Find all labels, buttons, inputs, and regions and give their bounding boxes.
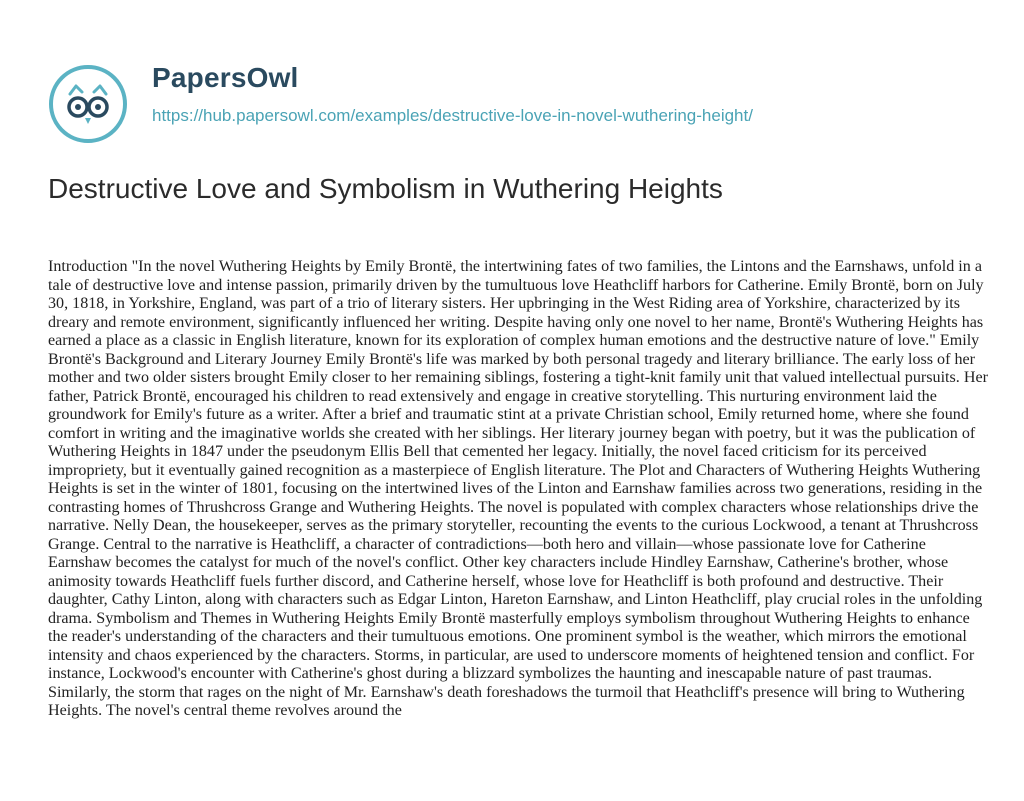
source-url-link[interactable]: https://hub.papersowl.com/examples/destructive-love-in-novel-wuthering-height/ [152, 106, 753, 125]
article-title: Destructive Love and Symbolism in Wuthering Heights [48, 173, 723, 204]
owl-logo-icon[interactable] [48, 64, 128, 144]
site-header [48, 58, 978, 148]
article-body: Introduction "In the novel Wuthering Heights by Emily Brontë, the intertwining fates of two families, the Lintons and the Earnshaws, unfold in a tale of destructive love and intense passion, primarily driven by the tumultuous love Heathcliff harbors for Catherine. Emily Brontë, born on July 30, 1818, in Yorkshire, England, was part of a trio of literary sisters. Her upbringing in the West Riding area of Yorkshire, characterized by its dreary and remote environment, significantly influenced her writing. Despite having only one novel to her name, Brontë's Wuthering Heights has earned a place as a classic in English literature, known for its exploration of complex human emotions and the destructive nature of love." Emily Brontë's Background and Literary Journey Emily Brontë's life was marked by both personal tragedy and literary brilliance. The early loss of her mother and two older sisters brought Emily closer to her remaining siblings, fostering a tight-knit family unit that valued intellectual pursuits. Her father, Patrick Brontë, encouraged his children to read extensively and engage in creative storytelling. This nurturing environment laid the groundwork for Emily's future as a writer. After a brief and traumatic stint at a private Christian school, Emily returned home, where she found comfort in writing and the imaginative worlds she created with her siblings. Her literary journey began with poetry, but it was the publication of Wuthering Heights in 1847 under the pseudonym Ellis Bell that cemented her legacy. Initially, the novel faced criticism for its perceived impropriety, but it eventually gained recognition as a masterpiece of English literature. The Plot and Characters of Wuthering Heights Wuthering Heights is set in the winter of 1801, focusing on the intertwined lives of the Linton and Earnshaw families across two generations, residing in the contrasting homes of Thrushcross Grange and Wuthering Heights. The novel is populated with complex characters whose relationships drive the narrative. Nelly Dean, the housekeeper, serves as the primary storyteller, recounting the events to the curious Lockwood, a tenant at Thrushcross Grange. Central to the narrative is Heathcliff, a character of contradictions—both hero and villain—whose passionate love for Catherine Earnshaw becomes the catalyst for much of the novel's conflict. Other key characters include Hindley Earnshaw, Catherine's brother, whose animosity towards Heathcliff fuels further discord, and Catherine herself, whose love for Heathcliff is both profound and destructive. Their daughter, Cathy Linton, along with characters such as Edgar Linton, Hareton Earnshaw, and Linton Heathcliff, play crucial roles in the unfolding drama. Symbolism and Themes in Wuthering Heights Emily Brontë masterfully employs symbolism throughout Wuthering Heights to enhance the reader's understanding of the characters and their tumultuous emotions. One prominent symbol is the weather, which mirrors the emotional intensity and chaos experienced by the characters. Storms, in particular, are used to underscore moments of heightened tension and conflict. For instance, Lockwood's encounter with Catherine's ghost during a blizzard symbolizes the haunting and inescapable nature of past traumas. Similarly, the storm that rages on the night of Mr. Earnshaw's death foreshadows the turmoil that Heathcliff's presence will bring to Wuthering Heights. The novel's central theme revolves around the [48, 258, 988, 719]
brand-name[interactable]: PapersOwl [152, 62, 299, 93]
